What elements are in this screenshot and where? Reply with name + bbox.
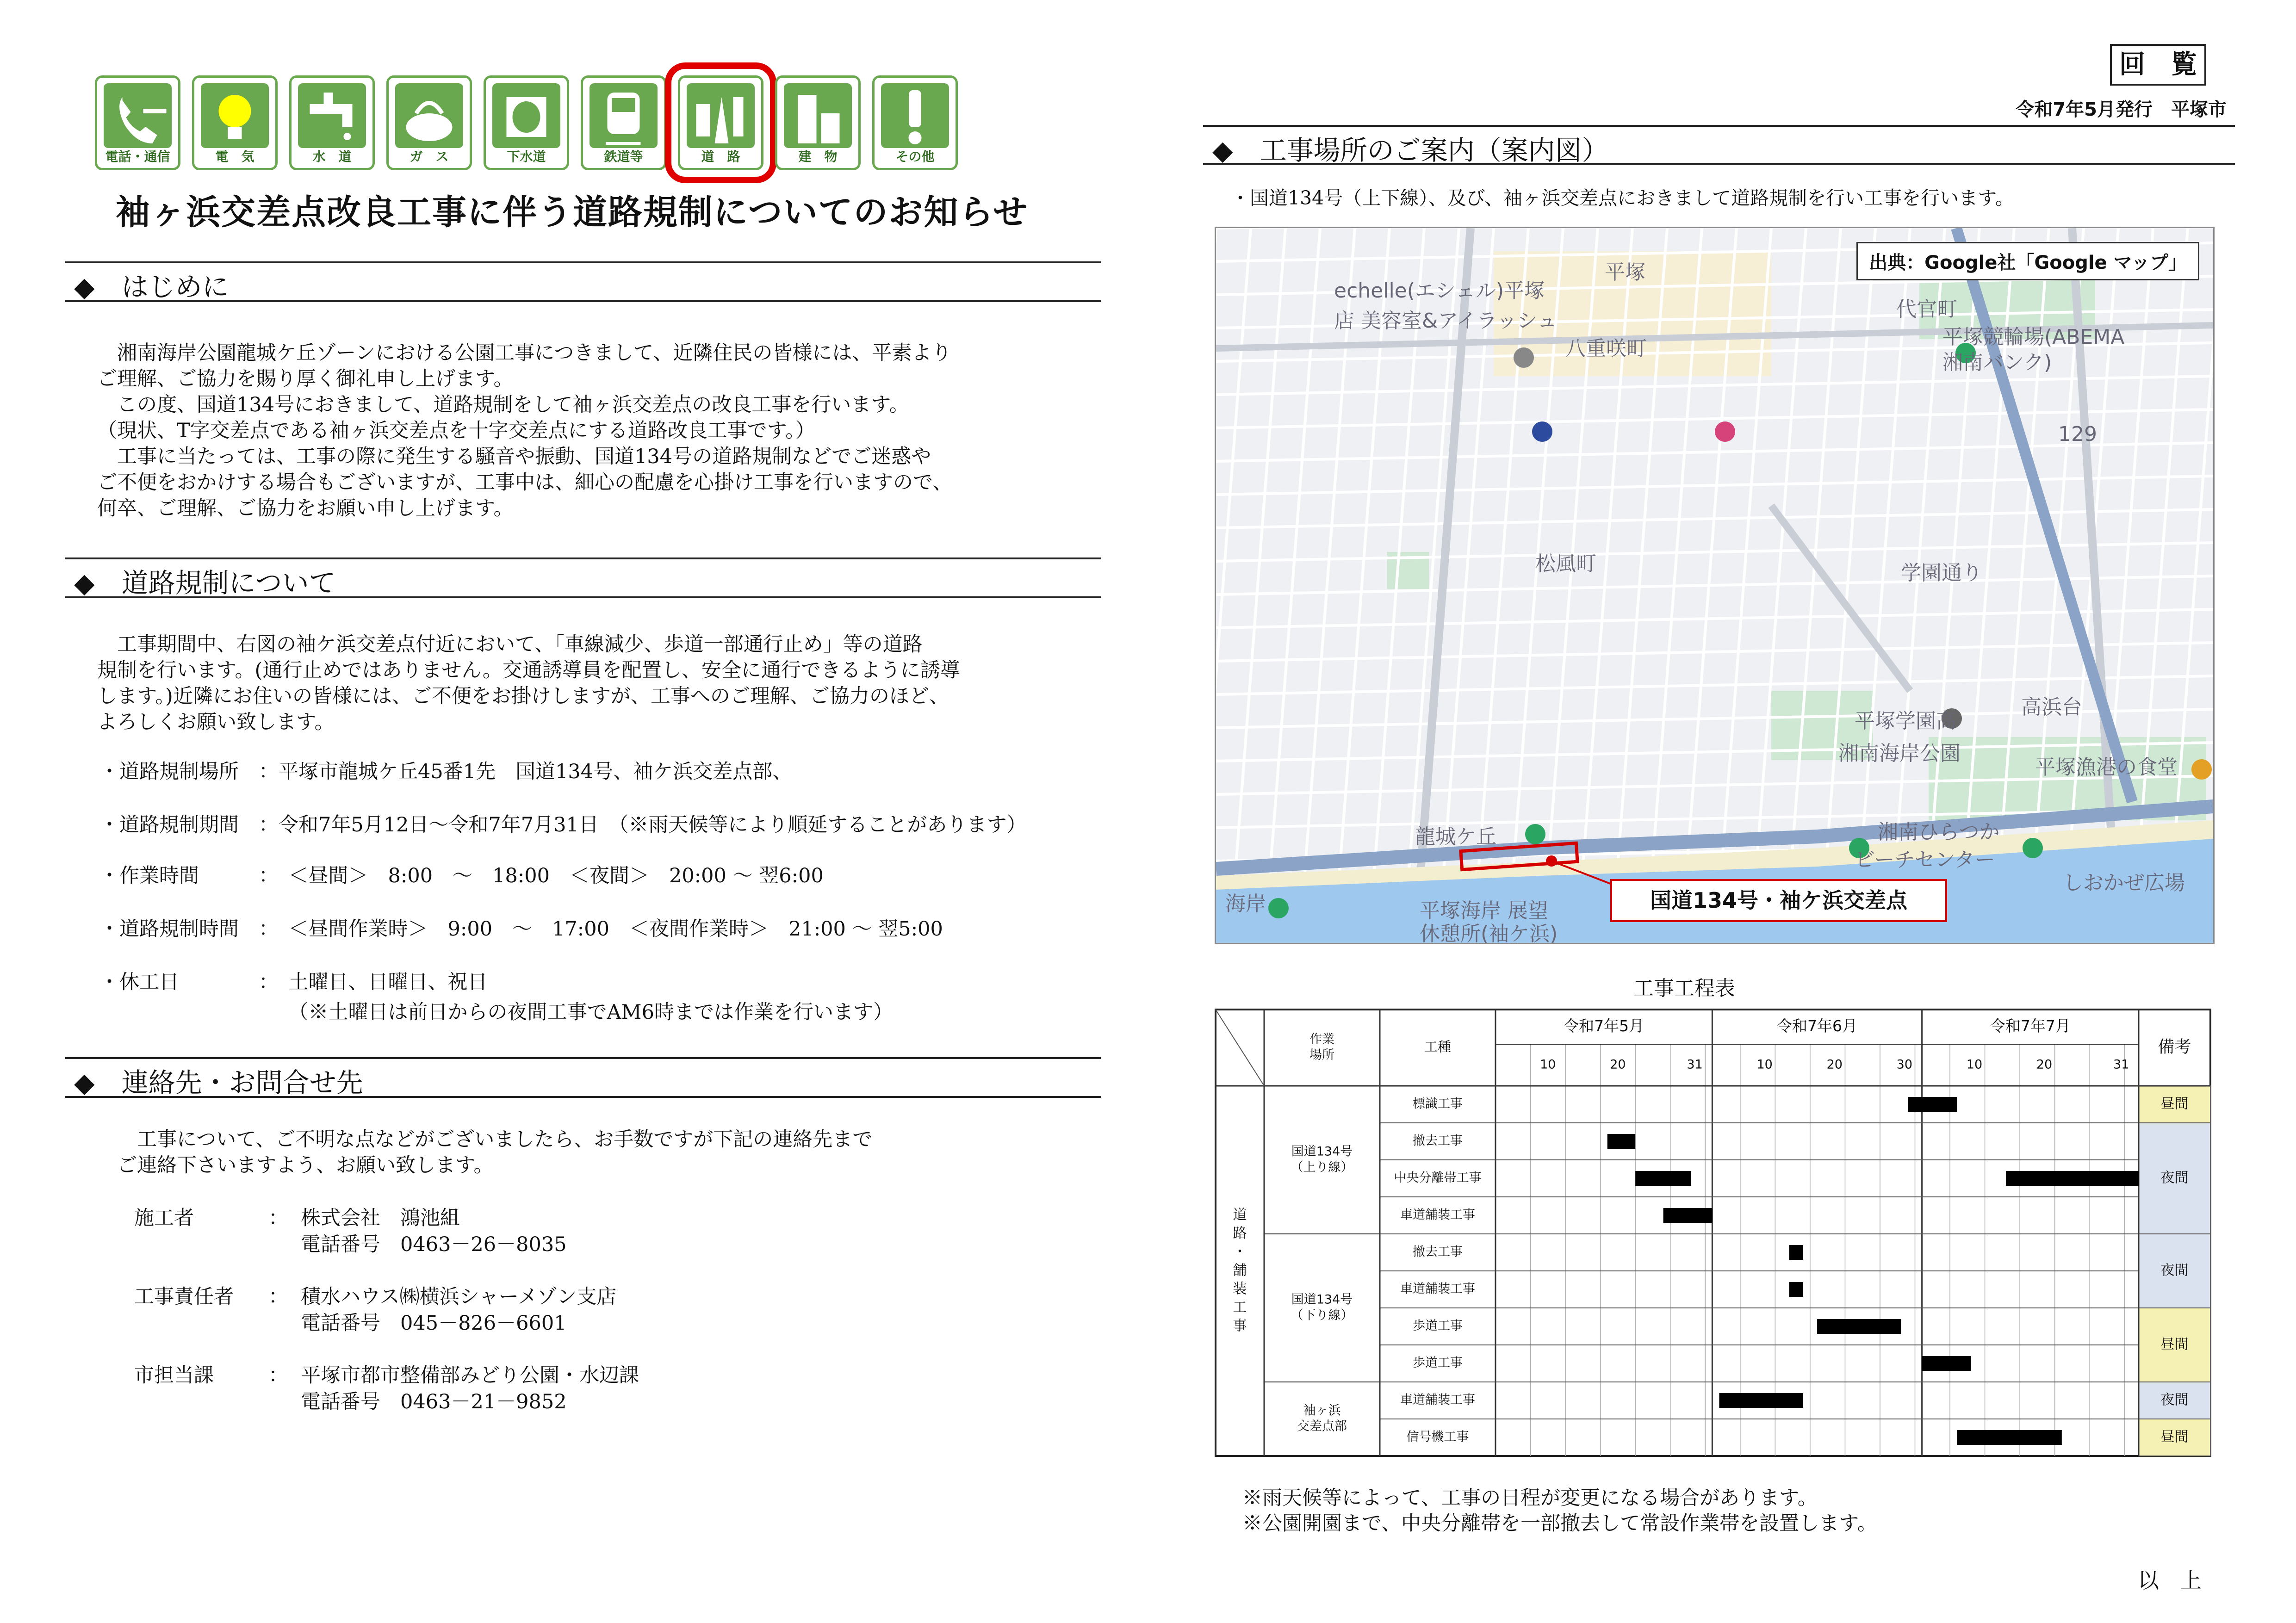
map-label: echelle(エシェル)平塚 [1334, 279, 1545, 303]
lightbulb-icon [201, 83, 269, 148]
schedule-bar [1789, 1282, 1803, 1297]
phone-icon [104, 83, 172, 148]
map-street [1216, 609, 2213, 628]
map-street [1230, 228, 1285, 943]
map-label: 平塚競輪場(ABEMA [1942, 325, 2125, 349]
group-label: 舗 [1233, 1262, 1247, 1279]
note-text: 昼間 [2160, 1429, 2189, 1445]
map-label: しおかぜ広場 [2063, 871, 2185, 895]
category-label: ガ ス [410, 149, 449, 164]
category-label: その他 [895, 149, 935, 164]
group-label: 工 [1233, 1299, 1247, 1316]
category-label: 電 気 [215, 149, 254, 164]
location-map[interactable] [1215, 227, 2215, 944]
schedule-footnote: ※公園開園まで、中央分離帯を一部撤去して常設作業帯を設置します。 [1242, 1512, 1877, 1535]
work-type-label: 撤去工事 [1413, 1245, 1463, 1259]
schedule-bar [1957, 1430, 2062, 1445]
category-label: 電話・通信 [105, 149, 170, 164]
tick-label: 31 [2113, 1057, 2129, 1072]
group-label: ・ [1233, 1244, 1247, 1260]
contact-paragraph: 工事について、ご不明な点などがございましたら、お手数ですが下記の連絡先まで ご連絡下さいますよう、お願い致します。 [117, 1128, 873, 1177]
site-label: 国道134号 [1291, 1292, 1353, 1307]
category-train [581, 75, 666, 170]
map-label: 龍城ケ丘 [1415, 825, 1496, 849]
faucet-icon [298, 83, 366, 148]
map-label: 平塚漁港の食堂 [2035, 756, 2178, 779]
exclamation-icon [881, 83, 949, 148]
section-heading: ◆ 道路規制について [74, 567, 336, 599]
tick-label: 20 [2036, 1057, 2053, 1072]
contact-role: 工事責任者 [134, 1285, 234, 1308]
contact-phone: 電話番号 0463－26－8035 [301, 1233, 567, 1256]
map-label: 平塚学園高 [1855, 709, 1956, 733]
note-text: 夜間 [2160, 1262, 2189, 1279]
reg-item: ・道路規制時間 ： ＜昼間作業時＞ 9:00 ～ 17:00 ＜夜間作業時＞ 21:00 ～ 翌5:00 [99, 917, 943, 941]
schedule-footnote: ※雨天候等によって、工事の日程が変更になる場合があります。 [1242, 1487, 1818, 1510]
map-label: 代官町 [1896, 297, 1957, 321]
site-label: 国道134号 [1291, 1144, 1353, 1159]
schedule-table [1215, 1009, 2211, 1459]
site-label: （下り線） [1291, 1308, 1353, 1323]
map-label: 129 [2058, 422, 2097, 446]
tick-label: 10 [1966, 1057, 1983, 1072]
schedule-bar [2006, 1171, 2139, 1186]
tick-label: 10 [1756, 1057, 1773, 1072]
group-label: 路 [1233, 1225, 1247, 1242]
map-label: 学園通り [1901, 561, 1982, 585]
section-header-regulation [65, 558, 1101, 598]
circulation-stamp [2110, 44, 2206, 86]
map-label: 湘南海岸公園 [1838, 742, 1961, 765]
map-label: 海岸 [1225, 892, 1266, 916]
map-label: 湘南ひらつか [1878, 820, 2000, 844]
train-icon [590, 83, 658, 148]
map-street [1216, 676, 2213, 694]
tick-label: 20 [1826, 1057, 1843, 1072]
section-heading: ◆ 工事場所のご案内（案内図） [1212, 135, 1609, 166]
reg-item: （※土曜日は前日からの夜間工事でAM6時までは作業を行います） [99, 1001, 893, 1024]
gantt-frame [1216, 1010, 2210, 1456]
map-note: ・国道134号（上下線）、及び、袖ヶ浜交差点におきまして道路規制を行い工事を行います。 [1231, 187, 2014, 209]
group-label: 装 [1233, 1281, 1247, 1297]
header-note: 備考 [2158, 1037, 2191, 1057]
map-label: 平塚海岸 展望 [1420, 899, 1548, 923]
category-exclamation [872, 75, 958, 170]
site-label: （上り線） [1291, 1160, 1353, 1175]
map-pin-icon [1525, 824, 1545, 844]
schedule-bar [1607, 1134, 1635, 1149]
schedule-bar [1663, 1208, 1713, 1223]
section-header-map [1203, 125, 2235, 165]
kettle-icon [395, 83, 463, 148]
category-label: 道 路 [701, 149, 740, 164]
schedule-bar [1817, 1319, 1901, 1334]
map-label: 八重咲町 [1565, 337, 1647, 360]
schedule-bar [1789, 1245, 1803, 1260]
contact-phone: 電話番号 045－826－6601 [301, 1312, 567, 1335]
building-icon [784, 83, 852, 148]
note-text: 夜間 [2160, 1392, 2189, 1408]
map-callout-label: 国道134号・袖ケ浜交差点 [1610, 879, 1947, 922]
map-label: 湘南バンク) [1942, 351, 2052, 374]
group-label: 事 [1233, 1318, 1247, 1334]
work-type-label: 中央分離帯工事 [1394, 1171, 1482, 1185]
map-pin-icon [1715, 421, 1735, 442]
intro-paragraph: 湘南海岸公園龍城ケ丘ゾーンにおける公園工事につきまして、近隣住民の皆様には、平素より ご理解、ご協力を賜り厚く御礼申し上げます。 この度、国道134号におきまして、道路規制をして袖ヶ浜交差点の改良工事を行います。 （現状、T字交差点である袖ヶ浜交差点を十字交差点にする道路改良工事です。） 工事に当たっては、工事の際に発生する騒音や振動、国道134号の道路規制などでご迷惑や ご不便をおかけする場合もございますが、工事中は、細心の配慮を心掛け工事を行いますので、 何卒、ご理解、ご協力をお願い申し上げます。 [97, 341, 953, 520]
contact-role: 施工者 [134, 1207, 194, 1230]
tick-label: 30 [1896, 1057, 1913, 1072]
manhole-icon [492, 83, 560, 148]
closing-mark: 以 上 [2138, 1568, 2202, 1593]
colon: ： [268, 1207, 288, 1230]
map-label: 高浜台 [2021, 695, 2082, 719]
map-pin-icon [1514, 347, 1534, 368]
section-header-intro [65, 261, 1101, 302]
map-pin-icon [1532, 421, 1552, 442]
road-icon [687, 83, 755, 148]
work-type-label: 車道舗装工事 [1400, 1393, 1475, 1407]
category-label: 下水道 [507, 149, 546, 164]
category-building [775, 75, 861, 170]
schedule-title: 工事工程表 [1633, 977, 1735, 1000]
gantt-chart [1215, 1009, 2211, 1457]
stamp-label: 回 覧 [2119, 50, 2197, 80]
reg-item: ・道路規制期間 ：令和7年5月12日～令和7年7月31日 （※雨天候等により順延することがあります） [99, 813, 1027, 836]
tick-label: 10 [1540, 1057, 1556, 1072]
colon: ： [268, 1364, 288, 1387]
category-label: 水 道 [312, 149, 352, 164]
note-text: 昼間 [2160, 1096, 2189, 1112]
month-label: 令和7年5月 [1564, 1017, 1644, 1035]
work-type-label: 歩道工事 [1413, 1319, 1463, 1333]
tick-label: 20 [1610, 1057, 1626, 1072]
section-heading: ◆ 連絡先・お問合せ先 [74, 1067, 363, 1098]
map-label: 松風町 [1535, 552, 1596, 576]
work-type-label: 標識工事 [1413, 1096, 1463, 1111]
map-street [1299, 228, 1355, 943]
map-pin-icon [2191, 759, 2212, 780]
map-street [1334, 228, 1390, 943]
category-manhole [484, 75, 569, 170]
contact-name: 株式会社 鴻池組 [301, 1207, 460, 1230]
map-street [1216, 643, 2213, 661]
category-phone [95, 75, 180, 170]
map-label: 平塚 [1605, 260, 1645, 284]
work-type-label: 車道舗装工事 [1400, 1208, 1475, 1222]
contact-phone: 電話番号 0463－21－9852 [301, 1390, 567, 1413]
header-site: 作業 [1309, 1032, 1334, 1047]
schedule-bar [1719, 1393, 1803, 1408]
note-text: 夜間 [2160, 1170, 2189, 1186]
reg-item: ・作業時間 ： ＜昼間＞ 8:00 ～ 18:00 ＜夜間＞ 20:00 ～ 翌6:00 [99, 864, 824, 887]
contact-role: 市担当課 [134, 1364, 214, 1387]
schedule-bar [1635, 1171, 1691, 1186]
map-label: 店 美容室&アイラッシュ [1334, 309, 1558, 333]
map-street [1216, 228, 1251, 943]
reg-item: ・道路規制場所 ：平塚市龍城ケ丘45番1先 国道134号、袖ケ浜交差点部、 [99, 760, 793, 783]
map-label: 休憩所(袖ケ浜) [1420, 922, 1558, 943]
site-label: 袖ヶ浜 [1303, 1403, 1341, 1418]
section-heading: ◆ はじめに [74, 271, 229, 303]
work-type-label: 車道舗装工事 [1400, 1282, 1475, 1296]
category-faucet [289, 75, 375, 170]
map-street [1216, 376, 2213, 395]
contact-name: 平塚市都市整備部みどり公園・水辺課 [301, 1364, 639, 1387]
category-label: 鉄道等 [604, 149, 643, 164]
note-text: 昼間 [2160, 1336, 2189, 1353]
regulation-paragraph: 工事期間中、右図の袖ケ浜交差点付近において、「車線減少、歩道一部通行止め」等の道路 規制を行います。(通行止めではありません。交通誘導員を配置し、安全に通行できるように誘導 します。)近隣にお住いの皆様には、ご不便をお掛けしますが、工事へのご理解、ご協力のほど、 よろしくお願い致します。 [97, 633, 960, 734]
category-label: 建 物 [798, 149, 838, 164]
map-pin-icon [2023, 838, 2043, 858]
work-type-label: 信号機工事 [1406, 1430, 1469, 1444]
map-label: ビーチセンター [1855, 848, 1995, 872]
contact-name: 積水ハウス㈱横浜シャーメゾン支店 [301, 1285, 617, 1308]
page-title: 袖ヶ浜交差点改良工事に伴う道路規制についてのお知らせ [116, 192, 1029, 232]
work-type-label: 撤去工事 [1413, 1134, 1463, 1148]
group-label: 道 [1233, 1207, 1247, 1223]
month-label: 令和7年7月 [1990, 1017, 2071, 1035]
month-label: 令和7年6月 [1777, 1017, 1857, 1035]
map-graphic [1216, 228, 2213, 943]
site-label: 交差点部 [1297, 1419, 1347, 1434]
category-road [678, 75, 763, 170]
category-lightbulb [192, 75, 278, 170]
header-site: 場所 [1309, 1048, 1334, 1062]
section-header-contact [65, 1057, 1101, 1098]
colon: ： [268, 1285, 288, 1308]
header-type: 工種 [1424, 1039, 1452, 1055]
reg-item: ・休工日 ： 土曜日、日曜日、祝日 [99, 971, 488, 994]
schedule-bar [1908, 1097, 1957, 1112]
map-pin-icon [1268, 898, 1289, 918]
map-source-credit: 出典：Google社「Google マップ」 [1856, 242, 2199, 280]
map-street [1265, 228, 1320, 943]
schedule-bar [1922, 1356, 1971, 1371]
issue-info: 令和7年5月発行 平塚市 [2016, 99, 2227, 120]
tick-label: 31 [1687, 1057, 1703, 1072]
work-type-label: 歩道工事 [1413, 1356, 1463, 1370]
category-kettle [386, 75, 472, 170]
